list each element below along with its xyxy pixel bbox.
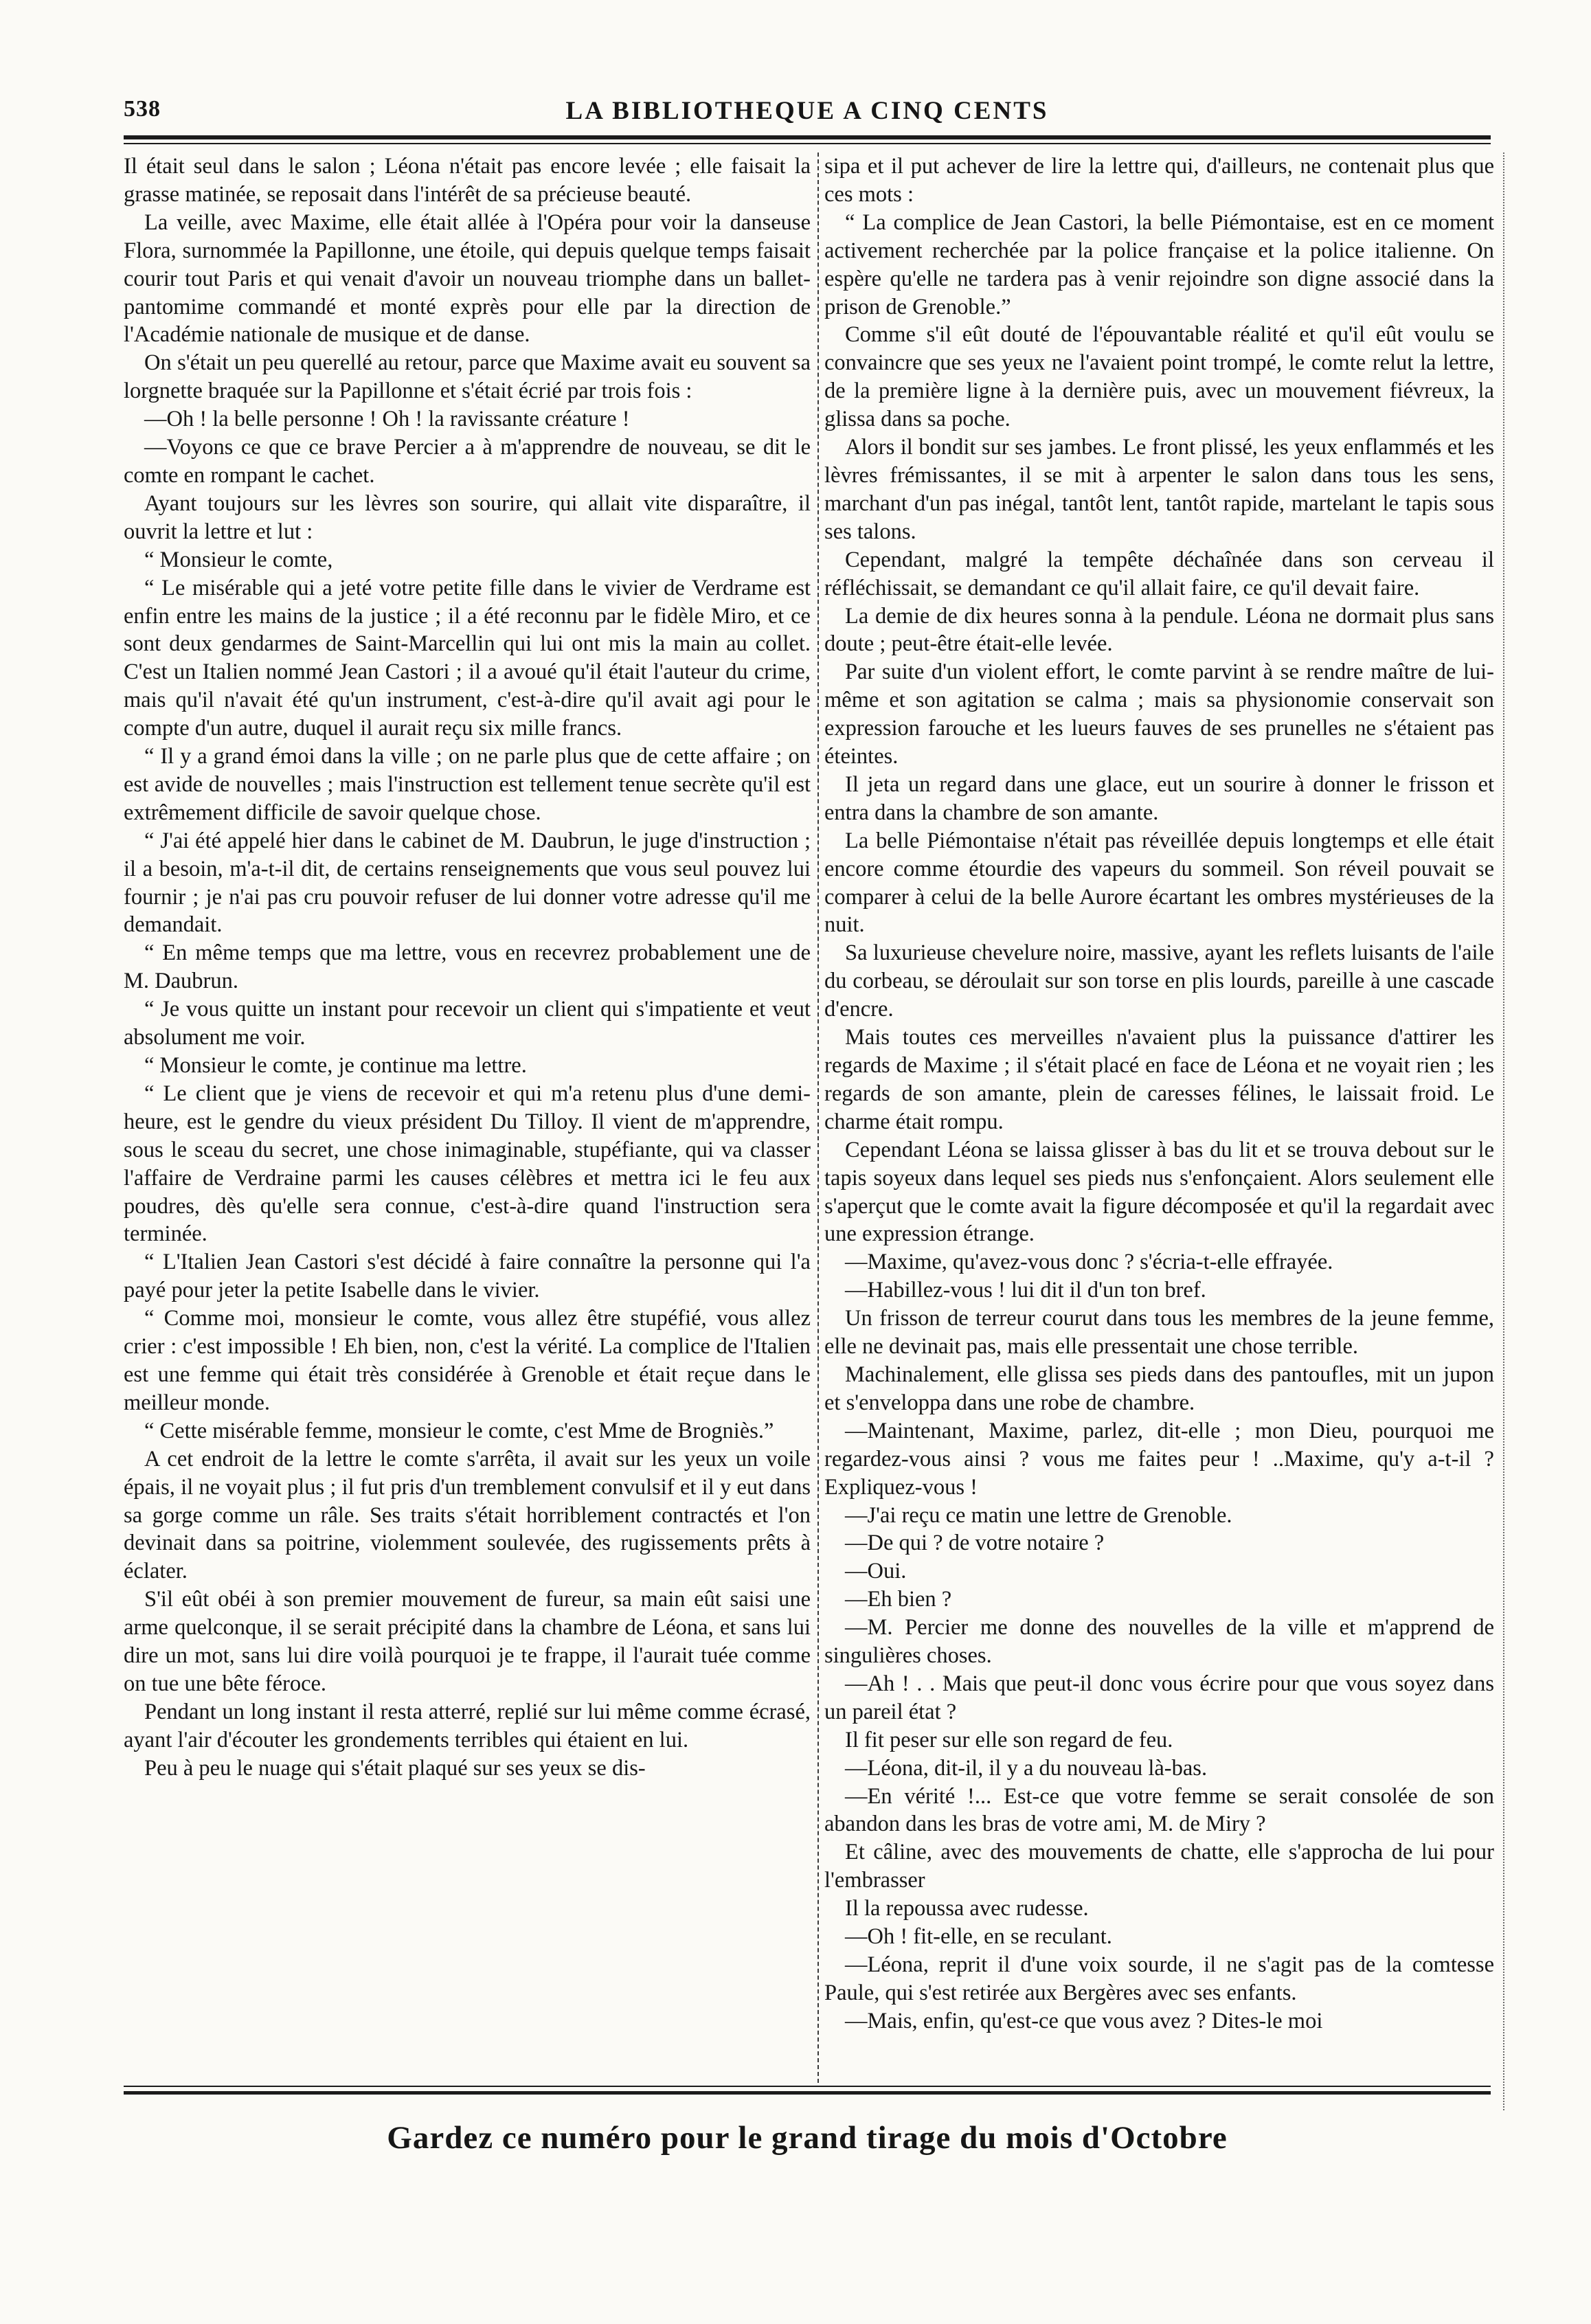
paragraph: “ L'Italien Jean Castori s'est décidé à faire connaître la personne qui l'a payé pour jeter la petite Isabelle dans le vivier. — [124, 1250, 811, 1303]
column-divider — [817, 153, 820, 2083]
paragraph: “ En même temps que ma lettre, vous en recevrez probablement une de M. Daubrun. — [124, 940, 811, 994]
paragraph: On s'était un peu querellé au retour, parce que Maxime avait eu souvent sa lorgnette braquée sur la Papillonne et s'était écrié par trois fois : — [124, 350, 811, 404]
paragraph: Alors il bondit sur ses jambes. Le front plissé, les yeux enflammés et les lèvres frémissantes, il se mit à arpenter le salon dans tous les sens, marchant d'un pas inégal, tantôt lent, tantôt rapide, martelant le tapis sous ses talons. — [824, 435, 1494, 544]
paragraph: —J'ai reçu ce matin une lettre de Grenoble. — [845, 1502, 1232, 1528]
paragraph: Un frisson de terreur courut dans tous les membres de la jeune femme, elle ne devinait pas, mais elle pressentait une chose terrible. — [824, 1306, 1494, 1360]
paragraph: “ Il y a grand émoi dans la ville ; on ne parle plus que de cette affaire ; on est avide de nouvelles ; mais l'instruction est tellement tenue secrète qu'il est extrêmement difficile de savoir quelque chose. — [124, 744, 811, 825]
paragraph: S'il eût obéi à son premier mouvement de fureur, sa main eût saisi une arme quelconque, il se serait précipité dans la chambre de Léona, et sans lui dire un mot, sans lui dire voilà pourquoi je te frappe, il l'aurait tuée comme on tue une bête féroce. — [124, 1587, 811, 1696]
paragraph: —En vérité !... Est-ce que votre femme se serait consolée de son abandon dans les bras de votre ami, M. de Miry ? — [824, 1783, 1494, 1837]
paragraph: —Voyons ce que ce brave Percier a à m'apprendre de nouveau, se dit le comte en rompant le cachet. — [124, 435, 811, 488]
paragraph: —De qui ? de votre notaire ? — [845, 1531, 1105, 1556]
paragraph: —Oh ! fit-elle, en se reculant. — [845, 1924, 1112, 1950]
paragraph: “ Comme moi, monsieur le comte, vous allez être stupéfié, vous allez crier : c'est impossible ! Eh bien, non, c'est la vérité. La complice de l'Italien est une femme qui était très considérée à Grenoble et était reçue dans le meilleur monde. — [124, 1306, 811, 1415]
page-edge-border — [1503, 153, 1505, 2110]
header-rule-thin — [124, 143, 1491, 144]
paragraph: La veille, avec Maxime, elle était allée à l'Opéra pour voir la danseuse Flora, surnommée la Papillonne, une étoile, qui depuis quelque temps faisait courir tout Paris et qui venait d'avoir un nouveau triomphe dans un ballet-pantomime commandé et monté exprès pour elle par la direction de l'Académie nationale de musique et de danse. — [124, 210, 811, 348]
page-header — [124, 96, 1491, 137]
page-number: 538 — [124, 96, 161, 122]
paragraph: “ Monsieur le comte, — [144, 547, 333, 572]
paragraph: Cependant, malgré la tempête déchaînée dans son cerveau il réfléchissait, se demandant ce qu'il allait faire, ce qu'il devait faire. — [824, 547, 1494, 600]
paragraph: “ Je vous quitte un instant pour recevoir un client qui s'impatiente et veut absolument me voir. — [124, 997, 811, 1050]
paragraph: —Maxime, qu'avez-vous donc ? s'écria-t-elle effrayée. — [845, 1250, 1333, 1275]
paragraph: “ La complice de Jean Castori, la belle Piémontaise, est en ce moment activement recherchée par la police française et la police italienne. On espère qu'elle ne tardera pas à venir rejoindre son digne associé dans la prison de Grenoble.” — [824, 210, 1494, 319]
paragraph: Il fit peser sur elle son regard de feu. — [845, 1727, 1173, 1752]
header-rule-thick — [124, 135, 1491, 139]
paragraph: Comme s'il eût douté de l'épouvantable réalité et qu'il eût voulu se convaincre que ses yeux ne l'avaient point trompé, le comte relut la lettre, de la première ligne à la dernière puis, avec un mouvement fiévreux, la glissa dans sa poche. — [824, 322, 1494, 432]
paragraph: —Ah ! . . Mais que peut-il donc vous écrire pour que vous soyez dans un pareil état ? — [824, 1671, 1494, 1724]
paragraph: sipa et il put achever de lire la lettre qui, d'ailleurs, ne contenait plus que ces mots : — [824, 154, 1494, 207]
footer-notice: Gardez ce numéro pour le grand tirage du mois d'Octobre — [387, 2120, 1228, 2156]
paragraph: Mais toutes ces merveilles n'avaient plus la puissance d'attirer les regards de Maxime ; il s'était placé en face de Léona et ne voyait rien ; les regards de son amante, plein de caresses félines, le laissait froid. Le charme était rompu. — [824, 1025, 1494, 1134]
paragraph: Cependant Léona se laissa glisser à bas du lit et se trouva debout sur le tapis soyeux dans lequel ses pieds nus s'enfonçaient. Alors seulement elle s'aperçut que le comte avait la figure décomposée et qu'il la regardait avec une expression étrange. — [824, 1137, 1494, 1247]
paragraph: Par suite d'un violent effort, le comte parvint à se rendre maître de lui-même et son agitation se calma ; mais sa physionomie conservait son expression farouche et les lueurs fauves de ses prunelles ne s'étaient pas éteintes. — [824, 659, 1494, 769]
footer-rule-thick — [124, 2091, 1491, 2095]
running-title: LA BIBLIOTHEQUE A CINQ CENTS — [565, 97, 1049, 125]
paragraph: —Oui. — [845, 1559, 907, 1584]
paragraph: “ Le client que je viens de recevoir et qui m'a retenu plus d'une demi-heure, est le gendre du vieux président Du Tilloy. Il vient de m'apprendre, sous le sceau du secret, une chose inimaginable, stupéfiante, qui va classer l'affaire de Verdraine parmi les causes célèbres et mettra ici le feu aux poudres, dès qu'elle sera connue, c'est-à-dire quand l'instruction sera terminée. — [124, 1081, 811, 1247]
paragraph: La demie de dix heures sonna à la pendule. Léona ne dormait plus sans doute ; peut-être était-elle levée. — [824, 603, 1494, 657]
paragraph: “ Le misérable qui a jeté votre petite fille dans le vivier de Verdrame est enfin entre les mains de la justice ; il a été reconnu par le fidèle Miro, et ce sont deux gendarmes de Saint-Marcellin qui lui ont mis la main au collet. C'est un Italien nommé Jean Castori ; il a avoué qu'il était l'auteur du crime, mais qu'il n'avait été qu'un instrument, c'est-à-dire qu'il avait agi pour le compte d'un autre, duquel il aurait reçu six mille francs. — [124, 575, 811, 741]
paragraph: —Léona, dit-il, il y a du nouveau là-bas. — [845, 1755, 1208, 1781]
paragraph: Il jeta un regard dans une glace, eut un sourire à donner le frisson et entra dans la chambre de son amante. — [824, 771, 1494, 825]
paragraph: “ J'ai été appelé hier dans le cabinet de M. Daubrun, le juge d'instruction ; il a besoin, m'a-t-il dit, de certains renseignements que vous seul pouvez lui fournir ; je n'ai pas cru pouvoir refuser de lui donner votre adresse qu'il me demandait. — [124, 828, 811, 938]
left-column — [124, 153, 811, 2073]
paragraph: Il la repoussa avec rudesse. — [845, 1896, 1089, 1921]
paragraph: —Léona, reprit il d'une voix sourde, il ne s'agit pas de la comtesse Paule, qui s'est retirée aux Bergères avec ses enfants. — [824, 1952, 1494, 2005]
paragraph: Pendant un long instant il resta atterré, replié sur lui même comme écrasé, ayant l'air d'écouter les grondements terribles qui étaient en lui. — [124, 1699, 811, 1752]
paragraph: —Eh bien ? — [845, 1587, 952, 1612]
right-column — [824, 153, 1494, 2073]
paragraph: A cet endroit de la lettre le comte s'arrêta, il avait sur les yeux un voile épais, il ne voyait plus ; il fut pris d'un tremblement convulsif et il y eut dans sa gorge comme un râle. Ses traits s'était horriblement contractés et l'on devinait dans sa poitrine, violemment soulevée, des rugissements prêts à éclater. — [124, 1446, 811, 1584]
paragraph: Ayant toujours sur les lèvres son sourire, qui allait vite disparaître, il ouvrit la lettre et lut : — [124, 490, 811, 544]
paragraph: Il était seul dans le salon ; Léona n'était pas encore levée ; elle faisait la grasse matinée, se reposait dans l'intérêt de sa précieuse beauté. — [124, 154, 811, 207]
paragraph: La belle Piémontaise n'était pas réveillée depuis longtemps et elle était encore comme étourdie des vapeurs du sommeil. Son réveil pouvait se comparer à celui de la belle Aurore écartant les ombres mystérieuses de la nuit. — [824, 828, 1494, 938]
paragraph: —Habillez-vous ! lui dit il d'un ton bref. — [845, 1278, 1206, 1303]
footer-rule-thin — [124, 2086, 1491, 2087]
paragraph: “ Cette misérable femme, monsieur le comte, c'est Mme de Brogniès.” — [144, 1418, 774, 1443]
paragraph: —M. Percier me donne des nouvelles de la ville et m'apprend de singulières choses. — [824, 1615, 1494, 1669]
paragraph: —Maintenant, Maxime, parlez, dit-elle ; mon Dieu, pourquoi me regardez-vous ainsi ? vous me faites peur ! ..Maxime, qu'y a-t-il ? Expliquez-vous ! — [824, 1418, 1494, 1500]
paragraph: Sa luxurieuse chevelure noire, massive, ayant les reflets luisants de l'aile du corbeau, se déroulait sur son torse en plis lourds, pareille à une cascade d'encre. — [824, 940, 1494, 1022]
paragraph: “ Monsieur le comte, je continue ma lettre. — [144, 1053, 527, 1078]
paragraph: Machinalement, elle glissa ses pieds dans des pantoufles, mit un jupon et s'enveloppa dans une robe de chambre. — [824, 1362, 1494, 1415]
paragraph: Et câline, avec des mouvements de chatte, elle s'approcha de lui pour l'embrasser — [824, 1840, 1494, 1893]
paragraph: Peu à peu le nuage qui s'était plaqué sur ses yeux se dis- — [144, 1755, 646, 1781]
paragraph: —Oh ! la belle personne ! Oh ! la ravissante créature ! — [144, 407, 630, 432]
paragraph: —Mais, enfin, qu'est-ce que vous avez ? Dites-le moi — [845, 2008, 1323, 2033]
